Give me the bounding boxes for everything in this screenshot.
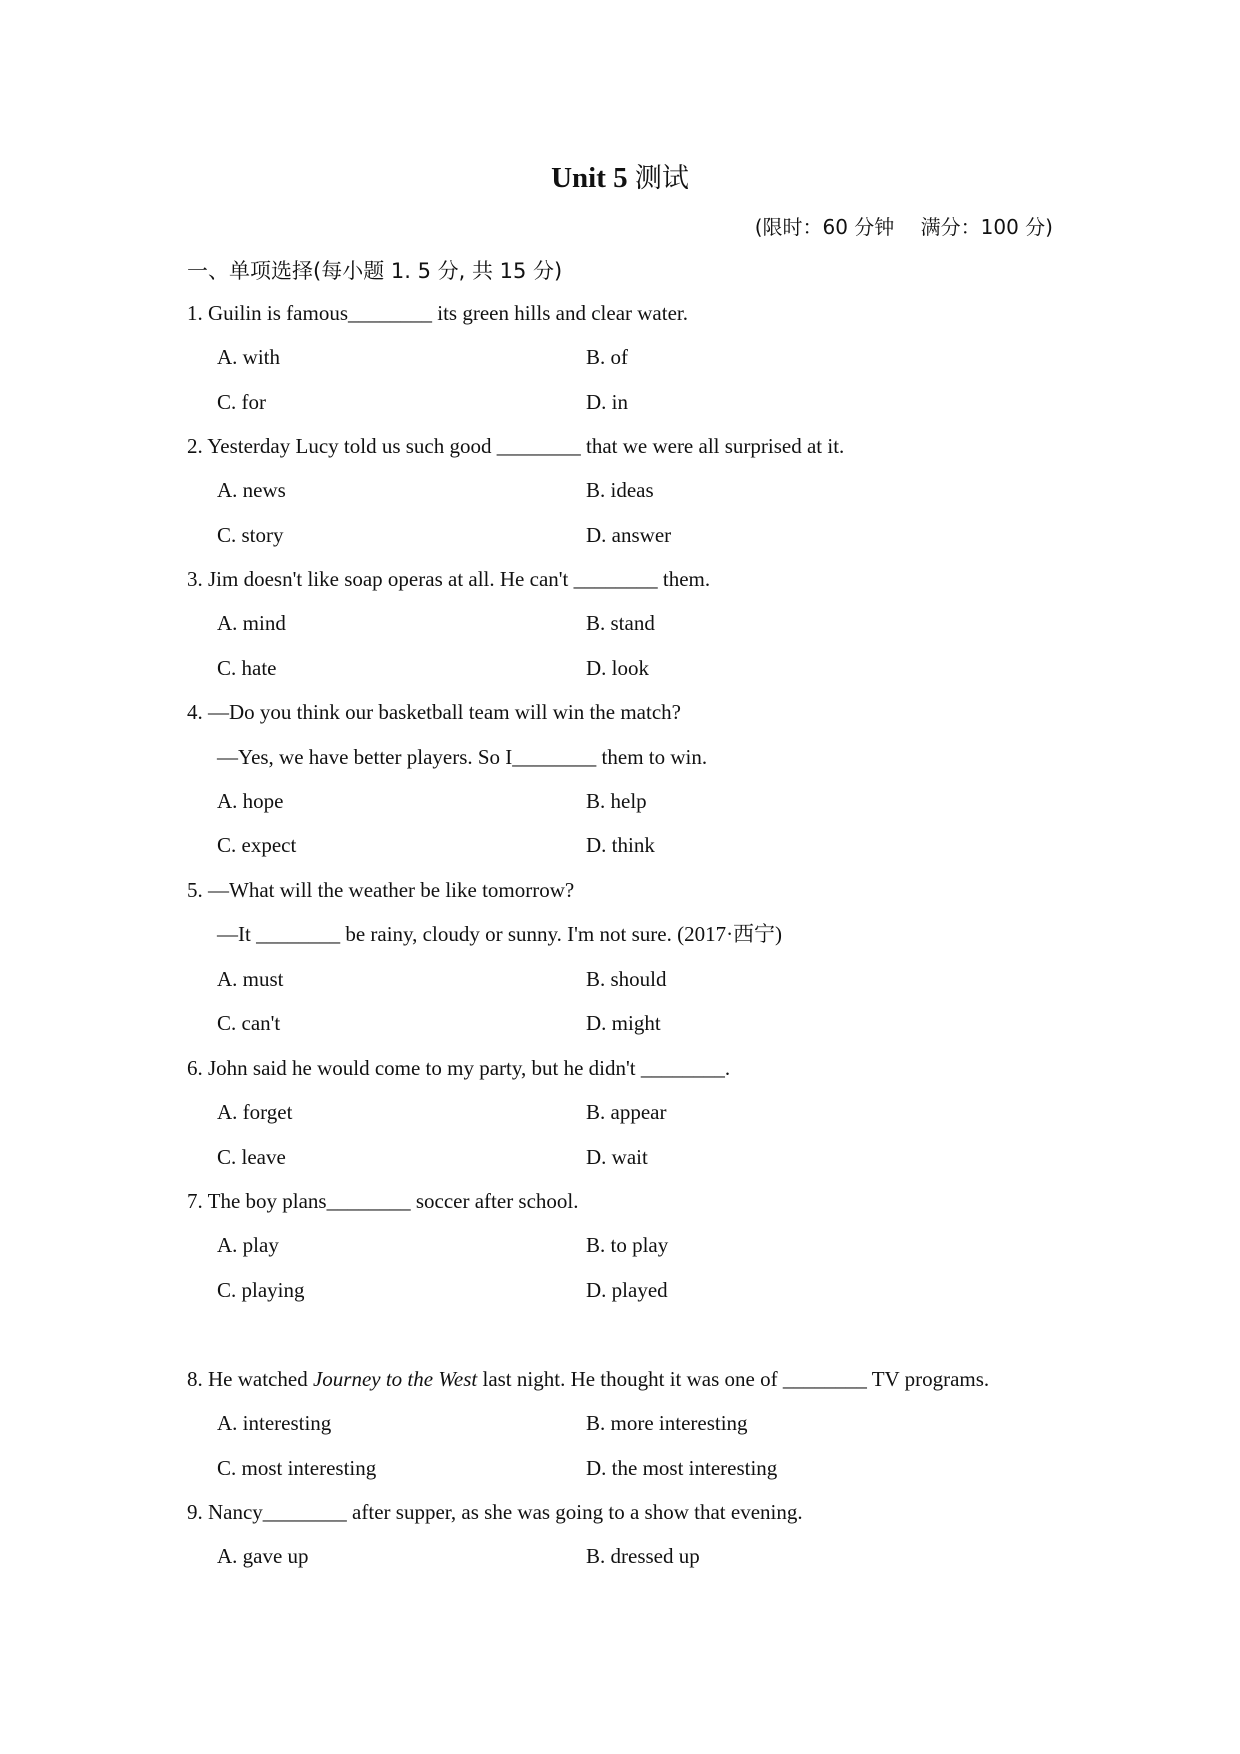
question-2-option-b[interactable]: B. ideas [586, 478, 654, 502]
question-6-option-c[interactable]: C. leave [217, 1145, 286, 1169]
question-5-stem-reply: —It ________ be rainy, cloudy or sunny. I'm not sure. (2017·西宁) [217, 922, 783, 946]
question-8-stem-start: 8. He watched [187, 1367, 313, 1391]
question-2-option-a[interactable]: A. news [217, 478, 286, 502]
question-5-stem: 5. —What will the weather be like tomorrow? [187, 878, 575, 902]
question-9-option-a[interactable]: A. gave up [217, 1544, 309, 1568]
question-5-option-c[interactable]: C. can't [217, 1011, 281, 1035]
time-score-info: (限时：60 分钟 满分：100 分) [754, 215, 1053, 239]
question-6-option-d[interactable]: D. wait [586, 1145, 648, 1169]
question-1-stem: 1. Guilin is famous________ its green hills and clear water. [187, 301, 688, 325]
question-8-stem-end: last night. He thought it was one of ________ TV programs. [477, 1367, 990, 1391]
question-1-option-d[interactable]: D. in [586, 390, 628, 414]
question-9-option-b[interactable]: B. dressed up [586, 1544, 700, 1568]
question-5-option-a[interactable]: A. must [217, 967, 284, 991]
question-3-option-c[interactable]: C. hate [217, 656, 277, 680]
question-1-option-b[interactable]: B. of [586, 345, 628, 369]
question-7-stem: 7. The boy plans________ soccer after school. [187, 1189, 579, 1213]
section-heading: 一、单项选择(每小题 1. 5 分, 共 15 分) [187, 259, 563, 283]
question-8-program-title: Journey to the West [312, 1367, 478, 1391]
question-7-option-d[interactable]: D. played [586, 1278, 668, 1302]
question-6-stem: 6. John said he would come to my party, but he didn't ________. [187, 1056, 731, 1080]
question-3-stem: 3. Jim doesn't like soap operas at all. He can't ________ them. [187, 567, 711, 591]
question-8-option-a[interactable]: A. interesting [217, 1411, 332, 1435]
question-7-option-c[interactable]: C. playing [217, 1278, 305, 1302]
question-8-stem [187, 1364, 989, 1394]
question-8-option-c[interactable]: C. most interesting [217, 1456, 377, 1480]
question-4-option-b[interactable]: B. help [586, 789, 647, 813]
question-2-option-c[interactable]: C. story [217, 523, 284, 547]
question-8-option-b[interactable]: B. more interesting [586, 1411, 748, 1435]
question-4-option-a[interactable]: A. hope [217, 789, 284, 813]
question-5-option-b[interactable]: B. should [586, 967, 667, 991]
question-7-option-a[interactable]: A. play [217, 1233, 279, 1257]
question-6-option-a[interactable]: A. forget [217, 1100, 293, 1124]
title-chinese: 测试 [634, 163, 689, 194]
question-4-stem-reply: —Yes, we have better players. So I________ them to win. [217, 745, 708, 769]
question-4-stem: 4. —Do you think our basketball team will win the match? [187, 700, 681, 724]
question-3-option-b[interactable]: B. stand [586, 611, 655, 635]
question-1-option-a[interactable]: A. with [217, 345, 280, 369]
page-title [0, 158, 1240, 199]
title-english: Unit 5 [551, 162, 635, 194]
question-3-option-d[interactable]: D. look [586, 656, 649, 680]
question-7-option-b[interactable]: B. to play [586, 1233, 669, 1257]
question-4-option-c[interactable]: C. expect [217, 833, 297, 857]
question-1-option-c[interactable]: C. for [217, 390, 266, 414]
question-5-option-d[interactable]: D. might [586, 1011, 661, 1035]
question-4-option-d[interactable]: D. think [586, 833, 655, 857]
question-2-option-d[interactable]: D. answer [586, 523, 672, 547]
question-9-stem: 9. Nancy________ after supper, as she was going to a show that evening. [187, 1500, 803, 1524]
question-3-option-a[interactable]: A. mind [217, 611, 286, 635]
question-6-option-b[interactable]: B. appear [586, 1100, 667, 1124]
question-8-option-d[interactable]: D. the most interesting [586, 1456, 778, 1480]
question-2-stem: 2. Yesterday Lucy told us such good ________ that we were all surprised at it. [187, 434, 845, 458]
